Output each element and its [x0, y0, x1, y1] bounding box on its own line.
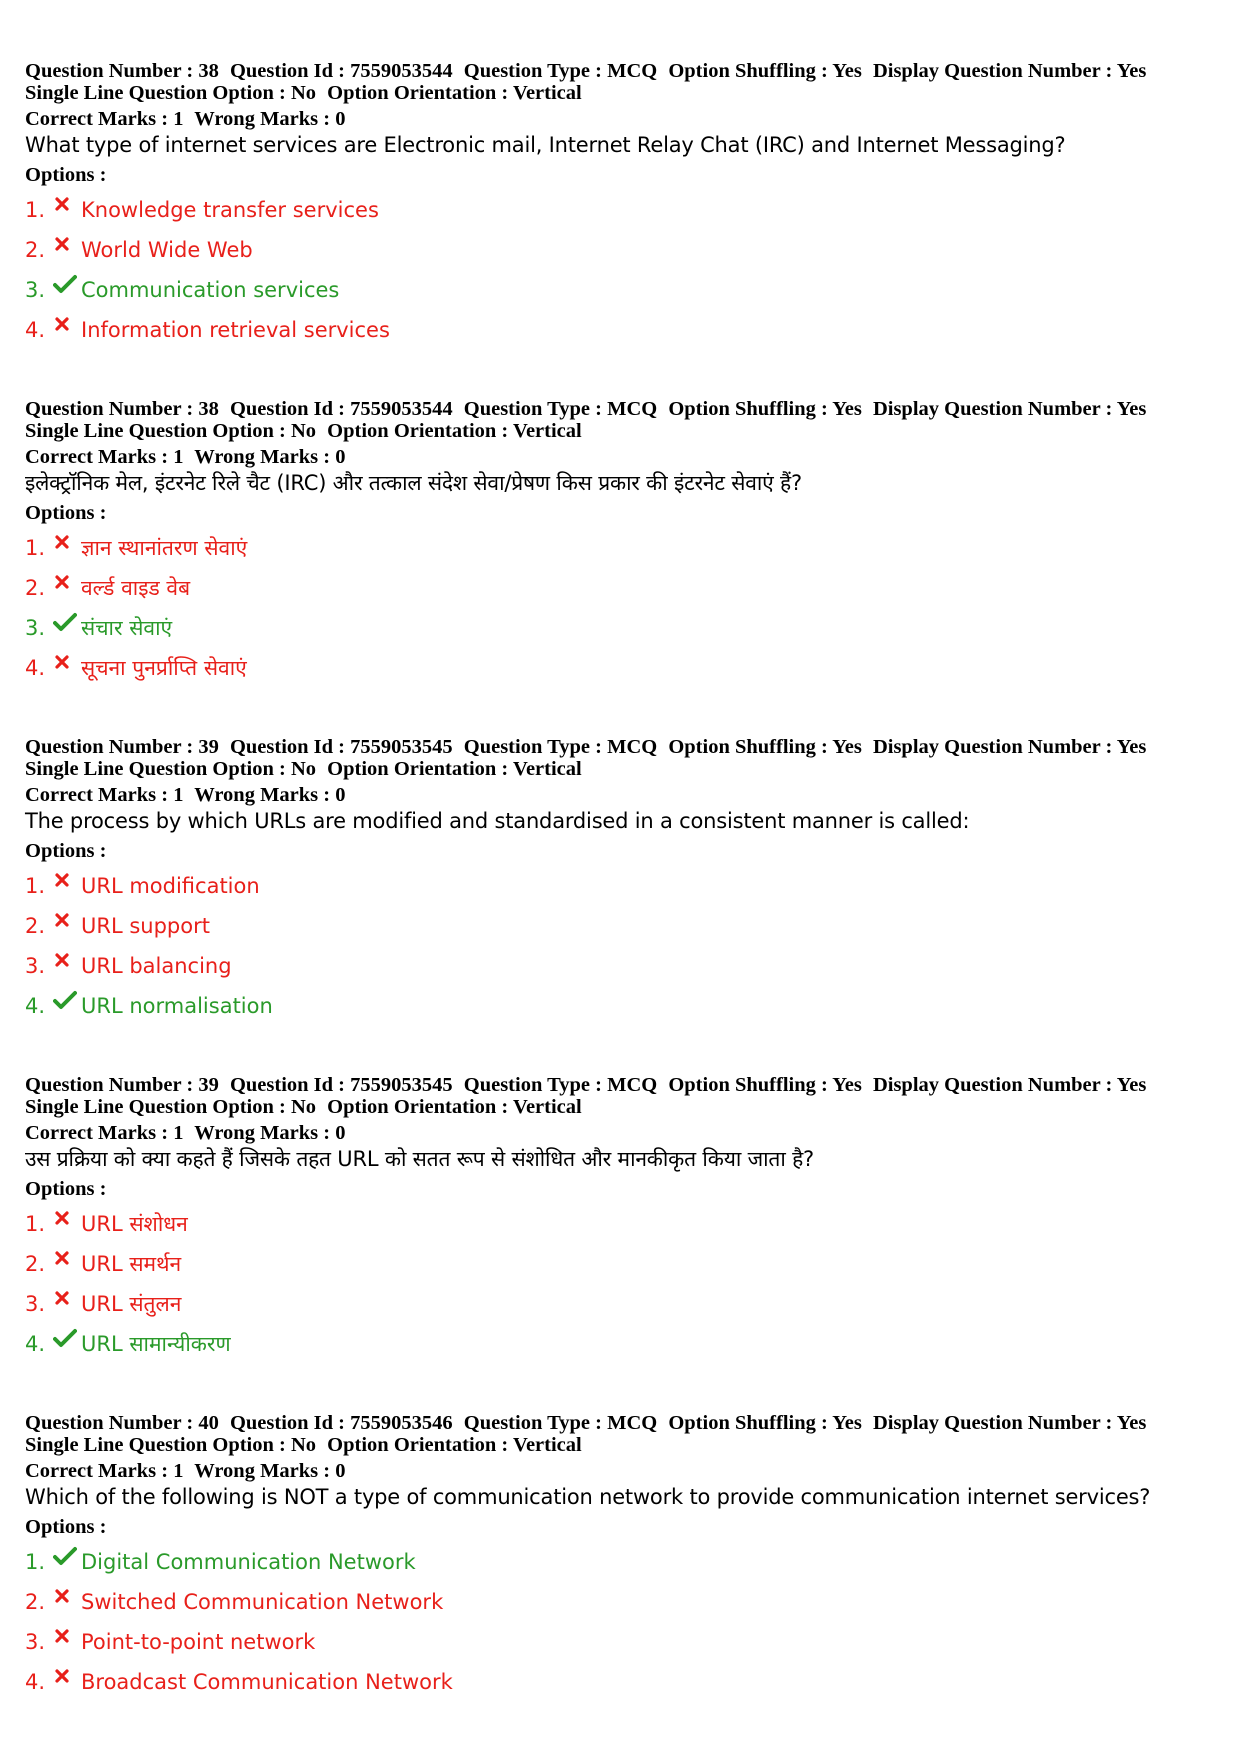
cross-icon	[53, 573, 81, 591]
question-block	[25, 1074, 1225, 1412]
option-item	[25, 230, 1225, 270]
marks-line	[25, 784, 1225, 806]
question-type-value: MCQ	[607, 398, 658, 420]
question-id-label: Question Id :	[229, 60, 345, 82]
option-number: 2.	[25, 576, 46, 600]
single-line-option-value: No	[290, 758, 317, 780]
question-id-label: Question Id :	[229, 398, 345, 420]
options-list	[25, 190, 1225, 350]
marks-line	[25, 1122, 1225, 1144]
option-shuffling-label: Option Shuffling :	[668, 1412, 828, 1434]
wrong-marks-value: 0	[335, 784, 346, 806]
option-text: Knowledge transfer services	[81, 198, 379, 222]
option-number: 3.	[25, 1292, 46, 1316]
option-item	[25, 528, 1225, 568]
options-heading: Options :	[25, 1178, 107, 1200]
option-text: URL normalisation	[81, 994, 273, 1018]
option-text: सूचना पुनर्प्राप्ति सेवाएं	[81, 656, 247, 680]
options-list	[25, 1204, 1225, 1364]
question-type-label: Question Type :	[463, 1412, 602, 1434]
option-text: URL balancing	[81, 954, 232, 978]
option-number: 1.	[25, 198, 46, 222]
question-meta-line-2	[25, 82, 1225, 104]
option-number: 4.	[25, 318, 46, 342]
question-id-value: 7559053544	[350, 398, 453, 420]
question-meta-line-2	[25, 758, 1225, 780]
question-block	[25, 60, 1225, 398]
display-question-number-label: Display Question Number :	[872, 398, 1113, 420]
option-item	[25, 1622, 1225, 1662]
option-orientation-value: Vertical	[513, 1434, 582, 1456]
cross-icon	[53, 951, 81, 969]
cross-icon	[53, 1587, 81, 1605]
marks-line	[25, 108, 1225, 130]
option-text: Communication services	[81, 278, 340, 302]
cross-icon	[53, 653, 81, 671]
option-shuffling-value: Yes	[832, 60, 862, 82]
question-type-value: MCQ	[607, 60, 658, 82]
question-number-value: 39	[198, 1074, 219, 1096]
cross-icon	[53, 1289, 81, 1307]
question-meta-line-2	[25, 1096, 1225, 1118]
option-item	[25, 608, 1225, 648]
option-orientation-value: Vertical	[513, 758, 582, 780]
check-icon	[53, 1546, 81, 1566]
option-number: 4.	[25, 656, 46, 680]
question-text: उस प्रक्रिया को क्या कहते हैं जिसके तहत URL को सतत रूप से संशोधित और मानकीकृत किया जाता है?	[25, 1147, 814, 1171]
option-orientation-value: Vertical	[513, 82, 582, 104]
option-shuffling-value: Yes	[832, 398, 862, 420]
options-list	[25, 1542, 1225, 1702]
marks-line	[25, 446, 1225, 468]
cross-icon	[53, 911, 81, 929]
single-line-option-value: No	[290, 420, 317, 442]
question-type-value: MCQ	[607, 736, 658, 758]
cross-icon	[53, 1627, 81, 1645]
cross-icon	[53, 195, 81, 213]
option-text: Switched Communication Network	[81, 1590, 444, 1614]
option-orientation-value: Vertical	[513, 420, 582, 442]
question-id-label: Question Id :	[229, 1412, 345, 1434]
option-number: 2.	[25, 1252, 46, 1276]
wrong-marks-label: Wrong Marks :	[194, 784, 331, 806]
wrong-marks-value: 0	[335, 1460, 346, 1482]
correct-marks-label: Correct Marks :	[25, 784, 169, 806]
display-question-number-label: Display Question Number :	[872, 736, 1113, 758]
cross-icon	[53, 1209, 81, 1227]
option-number: 2.	[25, 914, 46, 938]
question-id-value: 7559053544	[350, 60, 453, 82]
option-item	[25, 946, 1225, 986]
question-paper	[25, 60, 1225, 1750]
display-question-number-label: Display Question Number :	[872, 1074, 1113, 1096]
question-id-value: 7559053545	[350, 736, 453, 758]
option-item	[25, 1324, 1225, 1364]
option-number: 1.	[25, 1212, 46, 1236]
option-shuffling-value: Yes	[832, 736, 862, 758]
question-meta-line-1	[25, 1412, 1225, 1434]
cross-icon	[53, 235, 81, 253]
options-list	[25, 866, 1225, 1026]
single-line-option-label: Single Line Question Option :	[25, 1096, 286, 1118]
wrong-marks-label: Wrong Marks :	[194, 108, 331, 130]
single-line-option-label: Single Line Question Option :	[25, 1434, 286, 1456]
options-heading: Options :	[25, 164, 107, 186]
option-item	[25, 1542, 1225, 1582]
marks-line	[25, 1460, 1225, 1482]
single-line-option-label: Single Line Question Option :	[25, 82, 286, 104]
question-text: The process by which URLs are modified and standardised in a consistent manner is called:	[25, 809, 970, 833]
option-item	[25, 568, 1225, 608]
question-number-label: Question Number :	[25, 60, 194, 82]
check-icon	[53, 274, 81, 294]
option-number: 4.	[25, 1332, 46, 1356]
option-item	[25, 1582, 1225, 1622]
option-number: 4.	[25, 1670, 46, 1694]
question-number-value: 39	[198, 736, 219, 758]
check-icon	[53, 990, 81, 1010]
question-block	[25, 398, 1225, 736]
options-heading: Options :	[25, 1516, 107, 1538]
display-question-number-value: Yes	[1116, 398, 1147, 420]
display-question-number-label: Display Question Number :	[872, 1412, 1113, 1434]
question-type-label: Question Type :	[463, 1074, 602, 1096]
question-id-label: Question Id :	[229, 1074, 345, 1096]
wrong-marks-label: Wrong Marks :	[194, 446, 331, 468]
wrong-marks-value: 0	[335, 108, 346, 130]
single-line-option-label: Single Line Question Option :	[25, 758, 286, 780]
single-line-option-label: Single Line Question Option :	[25, 420, 286, 442]
option-shuffling-label: Option Shuffling :	[668, 1074, 828, 1096]
question-meta-line-2	[25, 420, 1225, 442]
display-question-number-value: Yes	[1116, 1412, 1147, 1434]
option-number: 1.	[25, 874, 46, 898]
option-number: 3.	[25, 1630, 46, 1654]
question-number-label: Question Number :	[25, 736, 194, 758]
options-heading: Options :	[25, 502, 107, 524]
option-item	[25, 1204, 1225, 1244]
option-item	[25, 866, 1225, 906]
option-shuffling-label: Option Shuffling :	[668, 398, 828, 420]
option-number: 4.	[25, 994, 46, 1018]
question-text: Which of the following is NOT a type of communication network to provide communication internet services?	[25, 1485, 1151, 1509]
question-number-value: 38	[198, 60, 219, 82]
option-number: 3.	[25, 278, 46, 302]
option-text: Point-to-point network	[81, 1630, 316, 1654]
option-text: URL support	[81, 914, 210, 938]
cross-icon	[53, 533, 81, 551]
cross-icon	[53, 315, 81, 333]
check-icon	[53, 612, 81, 632]
question-meta-line-1	[25, 1074, 1225, 1096]
correct-marks-label: Correct Marks :	[25, 108, 169, 130]
correct-marks-label: Correct Marks :	[25, 1122, 169, 1144]
option-shuffling-value: Yes	[832, 1074, 862, 1096]
option-item	[25, 906, 1225, 946]
options-list	[25, 528, 1225, 688]
correct-marks-value: 1	[173, 784, 184, 806]
option-text: URL समर्थन	[81, 1252, 182, 1276]
option-shuffling-value: Yes	[832, 1412, 862, 1434]
correct-marks-value: 1	[173, 108, 184, 130]
option-item	[25, 1244, 1225, 1284]
option-text: Digital Communication Network	[81, 1550, 416, 1574]
display-question-number-value: Yes	[1116, 60, 1147, 82]
option-item	[25, 1662, 1225, 1702]
question-type-value: MCQ	[607, 1412, 658, 1434]
correct-marks-label: Correct Marks :	[25, 446, 169, 468]
question-id-label: Question Id :	[229, 736, 345, 758]
option-item	[25, 310, 1225, 350]
check-icon	[53, 1328, 81, 1348]
option-text: Broadcast Communication Network	[81, 1670, 453, 1694]
question-number-label: Question Number :	[25, 398, 194, 420]
question-id-value: 7559053546	[350, 1412, 453, 1434]
question-type-value: MCQ	[607, 1074, 658, 1096]
option-text: वर्ल्ड वाइड वेब	[81, 576, 191, 600]
option-item	[25, 986, 1225, 1026]
option-text: World Wide Web	[81, 238, 253, 262]
question-meta-line-1	[25, 398, 1225, 420]
cross-icon	[53, 871, 81, 889]
option-orientation-label: Option Orientation :	[327, 420, 509, 442]
question-block	[25, 736, 1225, 1074]
correct-marks-value: 1	[173, 1122, 184, 1144]
question-block	[25, 1412, 1225, 1750]
option-item	[25, 648, 1225, 688]
question-meta-line-1	[25, 60, 1225, 82]
option-shuffling-label: Option Shuffling :	[668, 60, 828, 82]
question-type-label: Question Type :	[463, 736, 602, 758]
single-line-option-value: No	[290, 1434, 317, 1456]
single-line-option-value: No	[290, 1096, 317, 1118]
option-number: 2.	[25, 1590, 46, 1614]
option-number: 2.	[25, 238, 46, 262]
option-orientation-label: Option Orientation :	[327, 758, 509, 780]
wrong-marks-label: Wrong Marks :	[194, 1460, 331, 1482]
option-item	[25, 190, 1225, 230]
option-orientation-value: Vertical	[513, 1096, 582, 1118]
single-line-option-value: No	[290, 82, 317, 104]
option-number: 1.	[25, 1550, 46, 1574]
option-text: ज्ञान स्थानांतरण सेवाएं	[81, 536, 248, 560]
question-number-value: 38	[198, 398, 219, 420]
option-item	[25, 270, 1225, 310]
option-text: URL संतुलन	[81, 1292, 182, 1316]
question-meta-line-1	[25, 736, 1225, 758]
display-question-number-value: Yes	[1116, 1074, 1147, 1096]
option-orientation-label: Option Orientation :	[327, 1096, 509, 1118]
question-id-value: 7559053545	[350, 1074, 453, 1096]
question-number-label: Question Number :	[25, 1074, 194, 1096]
question-number-value: 40	[198, 1412, 219, 1434]
question-text: What type of internet services are Electronic mail, Internet Relay Chat (IRC) and Internet Messaging?	[25, 133, 1066, 157]
option-orientation-label: Option Orientation :	[327, 82, 509, 104]
correct-marks-label: Correct Marks :	[25, 1460, 169, 1482]
option-item	[25, 1284, 1225, 1324]
option-orientation-label: Option Orientation :	[327, 1434, 509, 1456]
option-text: Information retrieval services	[81, 318, 390, 342]
wrong-marks-value: 0	[335, 446, 346, 468]
question-type-label: Question Type :	[463, 398, 602, 420]
option-text: URL संशोधन	[81, 1212, 188, 1236]
wrong-marks-value: 0	[335, 1122, 346, 1144]
cross-icon	[53, 1249, 81, 1267]
display-question-number-label: Display Question Number :	[872, 60, 1113, 82]
question-text: इलेक्ट्रॉनिक मेल, इंटरनेट रिले चैट (IRC) और तत्काल संदेश सेवा/प्रेषण किस प्रकार की इंटरनेट सेवाएं हैं?	[25, 471, 802, 495]
option-shuffling-label: Option Shuffling :	[668, 736, 828, 758]
correct-marks-value: 1	[173, 446, 184, 468]
question-type-label: Question Type :	[463, 60, 602, 82]
correct-marks-value: 1	[173, 1460, 184, 1482]
option-number: 1.	[25, 536, 46, 560]
option-number: 3.	[25, 954, 46, 978]
wrong-marks-label: Wrong Marks :	[194, 1122, 331, 1144]
option-number: 3.	[25, 616, 46, 640]
question-meta-line-2	[25, 1434, 1225, 1456]
option-text: URL modification	[81, 874, 260, 898]
options-heading: Options :	[25, 840, 107, 862]
cross-icon	[53, 1667, 81, 1685]
question-number-label: Question Number :	[25, 1412, 194, 1434]
display-question-number-value: Yes	[1116, 736, 1147, 758]
option-text: URL सामान्यीकरण	[81, 1332, 231, 1356]
option-text: संचार सेवाएं	[81, 616, 173, 640]
